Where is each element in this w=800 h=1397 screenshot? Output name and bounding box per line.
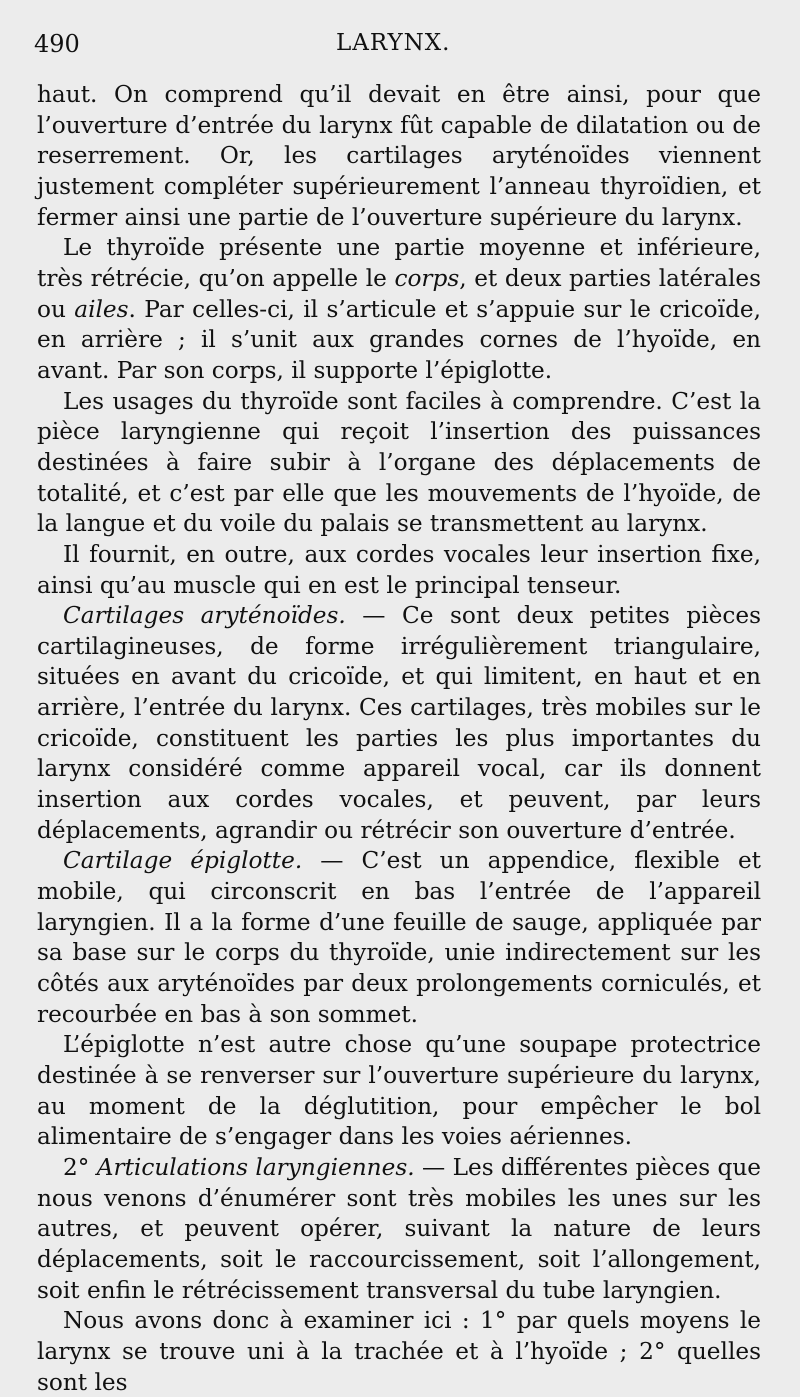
section-heading-cartilage-epiglotte: Cartilage épiglotte. xyxy=(63,847,303,875)
paragraph-4 xyxy=(37,540,761,601)
paragraph-9-text: Nous avons donc à examiner ici : 1° par quels moyens le larynx se trouve uni à la trachée et à l’hyoïde ; 2° quelles sont les xyxy=(37,1307,761,1396)
paragraph-3-text: Les usages du thyroïde sont faciles à comprendre. C’est la pièce laryngienne qui reçoit l’insertion des puissances destinées à faire subir à l’organe des déplacements de totalité, et c’est par elle que les mouvements de l’hyoïde, de la langue et du voile du palais se transmettent au larynx. xyxy=(37,387,761,538)
paragraph-9 xyxy=(37,1306,761,1397)
paragraph-2 xyxy=(37,233,761,386)
paragraph-7-text: L’épiglotte n’est autre chose qu’une soupape protectrice destinée à se renverser sur l’ouverture supérieure du larynx, au moment de la déglutition, pour empêcher le bol alimentaire de s’engager dans les voies aériennes. xyxy=(37,1031,761,1151)
section-heading-cartilages-arytenoides: Cartilages aryténoïdes. xyxy=(63,602,346,630)
paragraph-6-text: — C’est un appendice, flexible et mobile, qui circonscrit en bas l’entrée de l’appareil laryngien. Il a la forme d’une feuille de sauge, appliquée par sa base sur le corps du thyroïde, unie indirectement sur les côtés aux aryténoïdes par deux prolongements corniculés, et recourbée en bas à son sommet. xyxy=(37,847,761,1028)
body-text xyxy=(37,80,761,1397)
running-title: LARYNX. xyxy=(336,30,451,56)
paragraph-7 xyxy=(37,1030,761,1153)
paragraph-4-text: Il fournit, en outre, aux cordes vocales leur insertion fixe, ainsi qu’au muscle qui en est le principal tenseur. xyxy=(37,540,761,599)
paragraph-8-text: — Les différentes pièces que nous venons d’énumérer sont très mobiles les unes sur les autres, et peuvent opérer, suivant la nature de leurs déplacements, soit le raccourcissement, soit l’allongement, soit enfin le rétrécissement transversal du tube laryngien. xyxy=(37,1153,761,1304)
paragraph-6 xyxy=(37,846,761,1030)
paragraph-1-text: haut. On comprend qu’il devait en être ainsi, pour que l’ouverture d’entrée du larynx fût capable de dilatation ou de reserrement. Or, les cartilages aryténoïdes viennent justement compléter supérieurement l’anneau thyroïdien, et fermer ainsi une partie de l’ouverture supérieure du larynx. xyxy=(37,81,761,231)
paragraph-8 xyxy=(37,1153,761,1306)
page-number: 490 xyxy=(34,30,80,58)
section-heading-articulations-laryngiennes: Articulations laryngiennes. xyxy=(96,1153,415,1181)
paragraph-5 xyxy=(37,601,761,846)
section-number: 2° xyxy=(63,1153,90,1181)
paragraph-3 xyxy=(37,387,761,540)
paragraph-2-italic-corps: corps xyxy=(394,264,460,292)
paragraph-5-text: — Ce sont deux petites pièces cartilagineuses, de forme irrégulièrement triangulaire, situées en avant du cricoïde, et qui limitent, en haut et en arrière, l’entrée du larynx. Ces cartilages, très mobiles sur le cricoïde, constituent les parties les plus importantes du larynx considéré comme appareil vocal, car ils donnent insertion aux cordes vocales, et peuvent, par leurs déplacements, agrandir ou rétrécir son ouverture d’entrée. xyxy=(37,602,761,844)
paragraph-1 xyxy=(37,80,761,233)
paragraph-2-text-middle: , et deux parties latérales ou xyxy=(37,264,761,323)
paragraph-2-text-before: Le thyroïde présente une partie moyenne et inférieure, très rétrécie, qu’on appelle le xyxy=(37,234,761,292)
paragraph-2-text-after: . Par celles-ci, il s’articule et s’appuie sur le cricoïde, en arrière ; il s’unit aux grandes cornes de l’hyoïde, en avant. Par son corps, il supporte l’épiglotte. xyxy=(37,295,761,384)
paragraph-2-italic-ailes: ailes xyxy=(74,295,129,323)
